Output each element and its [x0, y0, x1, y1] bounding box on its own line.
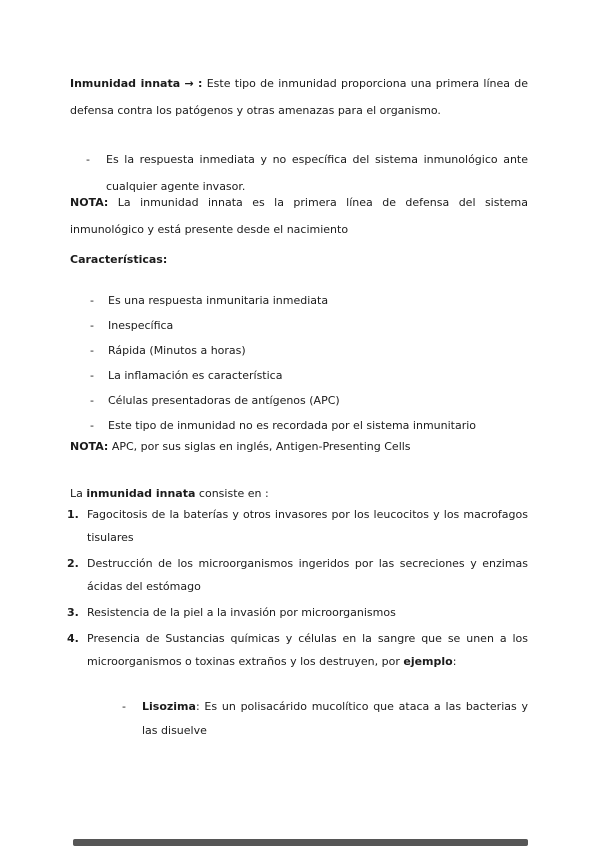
- list-item: [70, 695, 528, 743]
- ejemplo-emphasis: ejemplo: [403, 655, 453, 668]
- page-footer-bar: [73, 839, 528, 846]
- ejemplo-bullet-list: [70, 695, 528, 743]
- list-item: [70, 388, 528, 413]
- item-number: 1.: [67, 508, 79, 521]
- list-item-text: La inflamación es característica: [108, 369, 283, 382]
- right-arrow-icon: →: [184, 77, 194, 90]
- item-number: 3.: [67, 606, 79, 619]
- nota-label: NOTA:: [70, 440, 109, 453]
- nota-text: APC, por sus siglas en inglés, Antigen-Presenting Cells: [111, 440, 411, 453]
- numbered-item-text: Fagocitosis de la baterías y otros invasores por los leucocitos y los macrofagos tisulares: [87, 508, 528, 544]
- intro-paragraph: [70, 70, 528, 124]
- nota-paragraph-1: [70, 189, 528, 243]
- consiste-term: inmunidad innata: [86, 487, 196, 500]
- list-item-text: Inespecífica: [108, 319, 174, 332]
- item-number: 4.: [67, 632, 79, 645]
- intro-text: Este tipo de inmunidad proporciona una primera línea de defensa contra los patógenos y otras amenazas para el organismo.: [70, 77, 529, 117]
- numbered-item-text: Destrucción de los microorganismos ingeridos por las secreciones y enzimas ácidas del estómago: [87, 557, 528, 593]
- list-item: [70, 338, 528, 363]
- numbered-item-text: Resistencia de la piel a la invasión por microorganismos: [87, 606, 396, 619]
- bullet-dash: -: [90, 319, 94, 332]
- bullet-dash: -: [86, 153, 90, 166]
- numbered-item-text: Presencia de Sustancias químicas y células en la sangre que se unen a los microorganismos o toxinas extraños y los destruyen, por: [87, 632, 528, 668]
- list-item-text: Este tipo de inmunidad no es recordada por el sistema inmunitario: [108, 419, 477, 432]
- nota-label: NOTA:: [70, 196, 109, 209]
- caracteristicas-list: [70, 288, 528, 438]
- consiste-intro-line: La inmunidad innata consiste en :: [70, 487, 269, 500]
- list-item-text: Es la respuesta inmediata y no específica del sistema inmunológico ante cualquier agente invasor.: [106, 153, 528, 193]
- list-item: [70, 363, 528, 388]
- bullet-dash: -: [122, 700, 126, 713]
- lisozima-text: : Es un polisacárido mucolítico que ataca a las bacterias y las disuelve: [142, 700, 528, 737]
- intro-colon: :: [198, 77, 203, 90]
- nota-paragraph-2: [70, 433, 528, 460]
- numbered-item: 4. Presencia de Sustancias químicas y células en la sangre que se unen a los microorganismos o toxinas extraños y los destruyen, por ejemplo:: [70, 627, 528, 673]
- numbered-item: [67, 503, 528, 549]
- list-item-text: Rápida (Minutos a horas): [108, 344, 246, 357]
- list-item: [70, 313, 528, 338]
- list-item: [70, 288, 528, 313]
- bullet-dash: -: [90, 394, 94, 407]
- item-number: 2.: [67, 557, 79, 570]
- bullet-dash: -: [90, 344, 94, 357]
- list-item-text: Células presentadoras de antígenos (APC): [108, 394, 340, 407]
- intro-term: Inmunidad innata: [70, 77, 181, 90]
- bullet-dash: -: [90, 294, 94, 307]
- section-heading-caracteristicas: Características:: [70, 253, 168, 266]
- bullet-dash: -: [90, 369, 94, 382]
- list-item-text: Es una respuesta inmunitaria inmediata: [108, 294, 329, 307]
- numbered-list: [67, 503, 528, 676]
- nota-text: La inmunidad innata es la primera línea de defensa del sistema inmunológico y está presente desde el nacimiento: [70, 196, 529, 236]
- bullet-dash: -: [90, 419, 94, 432]
- numbered-item: [67, 601, 528, 624]
- numbered-item: [67, 552, 528, 598]
- lisozima-term: Lisozima: [142, 700, 196, 713]
